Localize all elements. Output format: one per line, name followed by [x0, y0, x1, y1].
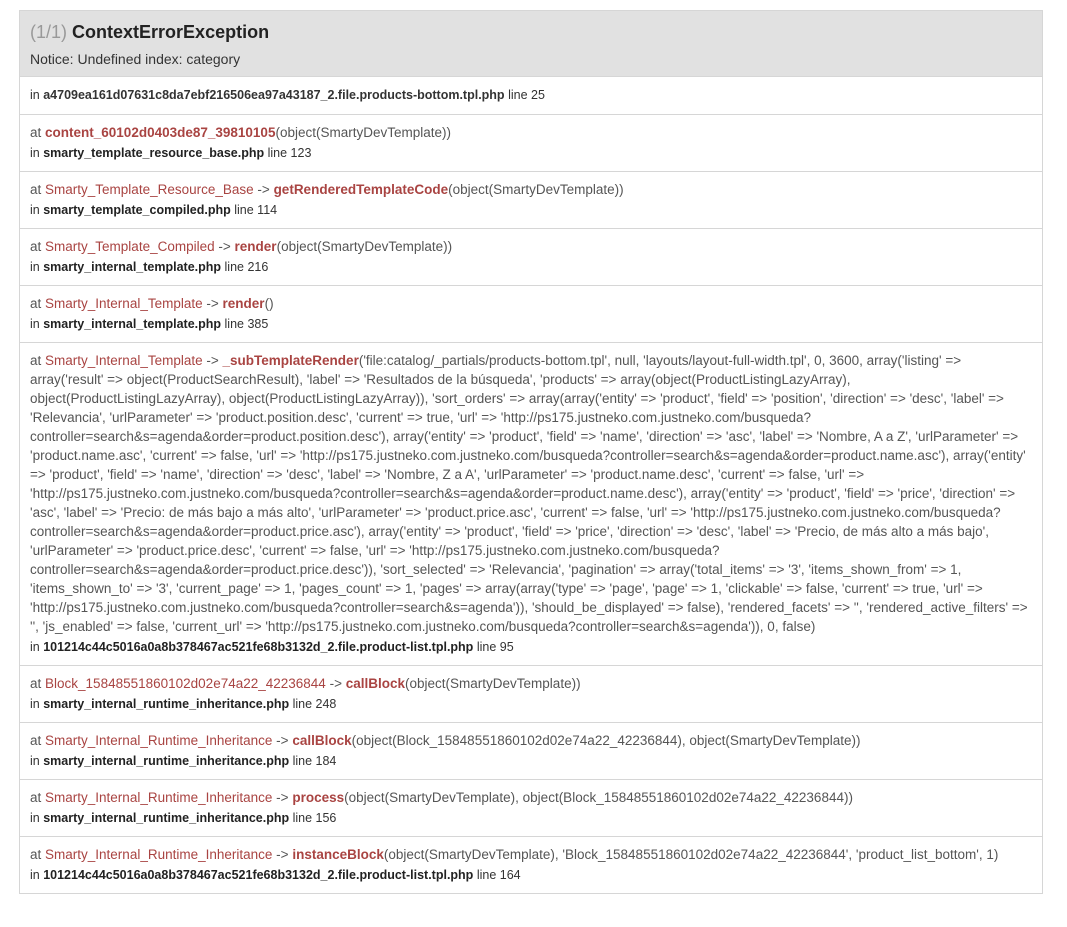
frame-args: object(Block_15848551860102d02e74a22_42236844), object(SmartyDevTemplate))	[356, 733, 861, 748]
in-label: in	[30, 697, 44, 711]
frame-file: 101214c44c5016a0a8b378467ac521fe68b3132d_2.file.product-list.tpl.php	[43, 640, 474, 654]
frame-args: 'file:catalog/_partials/products-bottom.tpl', null, 'layouts/layout-full-width.tpl', 0, 3600, array('listing' => array('result' => object(ProductSearchResult), 'label' => 'Resultados de la búsqueda', 'products' => array(object(ProductListingLazyArray), object(ProductListingLazyArray), object(ProductListingLazyArray)), 'sort_orders' => array(array('entity' => 'product', 'field' => 'position', 'direction' => 'desc', 'label' => 'Relevancia', 'urlParameter' => 'product.position.desc', 'current' => true, 'url' => 'http://ps175.justneko.com.justneko.com/busqueda?controller=search&s=agenda&order=product.position.desc'), array('entity' => 'product', 'field' => 'name', 'direction' => 'asc', 'label' => 'Nombre, A a Z', 'urlParameter' => 'product.name.asc', 'current' => false, 'url' => 'http://ps175.justneko.com.justneko.com/busqueda?controller=search&s=agenda&order=product.name.asc'), array('entity' => 'product', 'field' => 'name', 'direction' => 'desc', 'label' => 'Nombre, Z a A', 'urlParameter' => 'product.name.desc', 'current' => false, 'url' => 'http://ps175.justneko.com.justneko.com/busqueda?controller=search&s=agenda&order=product.name.desc'), array('entity' => 'product', 'field' => 'price', 'direction' => 'asc', 'label' => 'Precio: de más bajo a más alto', 'urlParameter' => 'product.price.asc', 'current' => false, 'url' => 'http://ps175.justneko.com.justneko.com/busqueda?controller=search&s=agenda&order=product.price.asc'), array('entity' => 'product', 'field' => 'price', 'direction' => 'desc', 'label' => 'Precio, de más alto a más bajo', 'urlParameter' => 'product.price.desc', 'current' => false, 'url' => 'http://ps175.justneko.com.justneko.com/busqueda?controller=search&s=agenda&order=product.price.desc')), 'sort_selected' => 'Relevancia', 'pagination' => array('total_items' => '3', 'items_shown_from' => 1, 'items_shown_to' => '3', 'current_page' => 1, 'pages_count' => 1, 'pages' => array(array('type' => 'page', 'page' => 1, 'clickable' => false, 'current' => true, 'url' => 'http://ps175.justneko.com.justneko.com/busqueda?controller=search&s=agenda')), 'should_be_displayed' => false), 'rendered_facets' => '', 'rendered_active_filters' => '', 'js_enabled' => false, 'current_url' => 'http://ps175.justneko.com.justneko.com/busqueda?controller=search&s=agenda')), 0, false)	[30, 353, 1028, 634]
frame-function[interactable]: instanceBlock	[292, 847, 384, 862]
frame-arrow: ->	[276, 733, 289, 748]
frame-call	[30, 180, 1032, 199]
frame-arrow: ->	[206, 296, 219, 311]
frame-class[interactable]: Smarty_Internal_Template	[45, 353, 203, 368]
in-label: in	[30, 88, 40, 102]
frame-arrow: ->	[206, 353, 219, 368]
paren: (	[344, 790, 349, 805]
frame-line: line 114	[234, 203, 278, 217]
frame-args: object(SmartyDevTemplate), 'Block_15848551860102d02e74a22_42236844', 'product_list_bottom', 1)	[388, 847, 999, 862]
frame-class[interactable]: Smarty_Internal_Runtime_Inheritance	[45, 733, 273, 748]
paren: (	[351, 733, 357, 748]
frame-function[interactable]: content_60102d0403de87_39810105	[45, 125, 276, 140]
frame-file: smarty_template_compiled.php	[43, 203, 231, 217]
frame-line: line 385	[224, 317, 269, 331]
frame-call	[30, 123, 1032, 142]
paren: (	[405, 676, 410, 691]
trace-frame	[20, 229, 1042, 286]
frame-line: line 123	[267, 146, 312, 160]
frame-class[interactable]: Smarty_Internal_Template	[45, 296, 203, 311]
paren: (	[383, 847, 389, 862]
frame-location	[30, 638, 1032, 657]
trace-frame	[20, 172, 1042, 229]
in-label: in	[30, 811, 44, 825]
in-label: in	[30, 640, 44, 654]
frame-function[interactable]: _subTemplateRender	[222, 353, 359, 368]
trace-frame	[20, 723, 1042, 780]
frame-class[interactable]: Smarty_Template_Resource_Base	[45, 182, 254, 197]
frame-arrow: ->	[257, 182, 270, 197]
frame-arrow: ->	[329, 676, 342, 691]
paren: (	[358, 353, 364, 368]
exception-page	[19, 10, 1043, 894]
frame-args: object(SmartyDevTemplate))	[281, 239, 453, 254]
paren: (	[448, 182, 453, 197]
frame-function[interactable]: getRenderedTemplateCode	[273, 182, 449, 197]
frame-file: smarty_internal_runtime_inheritance.php	[43, 754, 290, 768]
frame-file: 101214c44c5016a0a8b378467ac521fe68b3132d_2.file.product-list.tpl.php	[43, 868, 474, 882]
frame-class[interactable]: Smarty_Template_Compiled	[45, 239, 215, 254]
trace-frame	[20, 780, 1042, 837]
at-label: at	[30, 733, 42, 748]
frame-args: object(SmartyDevTemplate))	[279, 125, 452, 140]
origin-file: a4709ea161d07631c8da7ebf216506ea97a43187_2.file.products-bottom.tpl.php	[43, 88, 505, 102]
frame-call	[30, 845, 1032, 864]
frame-location	[30, 695, 1032, 714]
frame-location	[30, 752, 1032, 771]
frame-class[interactable]: Smarty_Internal_Runtime_Inheritance	[45, 847, 273, 862]
exception-header	[19, 10, 1043, 77]
frame-call	[30, 731, 1032, 750]
in-label: in	[30, 146, 44, 160]
frame-file: smarty_internal_runtime_inheritance.php	[43, 697, 290, 711]
frame-line: line 164	[476, 868, 521, 882]
frame-call	[30, 674, 1032, 693]
trace-frame	[20, 343, 1042, 666]
frame-function[interactable]: render	[234, 239, 277, 254]
trace-origin	[20, 77, 1042, 115]
paren: (	[264, 296, 270, 311]
paren: (	[276, 239, 282, 254]
at-label: at	[30, 182, 42, 197]
at-label: at	[30, 676, 42, 691]
frame-function[interactable]: process	[292, 790, 345, 805]
frame-call	[30, 294, 1032, 313]
frame-line: line 184	[292, 754, 337, 768]
frame-function[interactable]: callBlock	[345, 676, 406, 691]
exception-message: Notice: Undefined index: category	[30, 51, 241, 67]
frame-call	[30, 351, 1032, 636]
frame-location	[30, 258, 1032, 277]
paren: (	[275, 125, 280, 140]
frame-location	[30, 315, 1032, 334]
stack-trace	[19, 77, 1043, 894]
frame-line: line 156	[292, 811, 337, 825]
frame-line: line 248	[292, 697, 337, 711]
frame-arrow: ->	[276, 847, 289, 862]
exception-class: ContextErrorException	[72, 22, 270, 42]
frame-location	[30, 201, 1032, 220]
frame-arrow: ->	[276, 790, 289, 805]
frame-args: object(SmartyDevTemplate))	[409, 676, 581, 691]
frame-line: line 95	[476, 640, 514, 654]
in-label: in	[30, 754, 44, 768]
trace-frame	[20, 837, 1042, 894]
frame-file: smarty_internal_template.php	[43, 317, 222, 331]
exception-count: (1/1)	[30, 22, 68, 42]
in-label: in	[30, 260, 44, 274]
in-label: in	[30, 317, 44, 331]
frame-args: )	[269, 296, 274, 311]
in-label: in	[30, 203, 44, 217]
at-label: at	[30, 847, 42, 862]
frame-location	[30, 866, 1032, 885]
exception-title	[30, 20, 1032, 44]
frame-function[interactable]: callBlock	[292, 733, 352, 748]
frame-function[interactable]: render	[222, 296, 265, 311]
frame-call	[30, 788, 1032, 807]
trace-frame	[20, 666, 1042, 723]
frame-call	[30, 237, 1032, 256]
at-label: at	[30, 239, 42, 254]
frame-args: object(SmartyDevTemplate))	[452, 182, 624, 197]
frame-class[interactable]: Block_15848551860102d02e74a22_42236844	[45, 676, 326, 691]
frame-location	[30, 809, 1032, 828]
trace-frame	[20, 115, 1042, 172]
at-label: at	[30, 353, 42, 368]
in-label: in	[30, 868, 44, 882]
frame-arrow: ->	[218, 239, 231, 254]
origin-line: line 25	[508, 88, 545, 102]
frame-location	[30, 144, 1032, 163]
trace-frame	[20, 286, 1042, 343]
at-label: at	[30, 790, 42, 805]
at-label: at	[30, 296, 42, 311]
frame-file: smarty_template_resource_base.php	[43, 146, 265, 160]
frame-file: smarty_internal_template.php	[43, 260, 222, 274]
trace-frames	[20, 115, 1042, 894]
at-label: at	[30, 125, 42, 140]
frame-file: smarty_internal_runtime_inheritance.php	[43, 811, 290, 825]
frame-args: object(SmartyDevTemplate), object(Block_15848551860102d02e74a22_42236844))	[348, 790, 853, 805]
frame-line: line 216	[224, 260, 269, 274]
frame-class[interactable]: Smarty_Internal_Runtime_Inheritance	[45, 790, 273, 805]
